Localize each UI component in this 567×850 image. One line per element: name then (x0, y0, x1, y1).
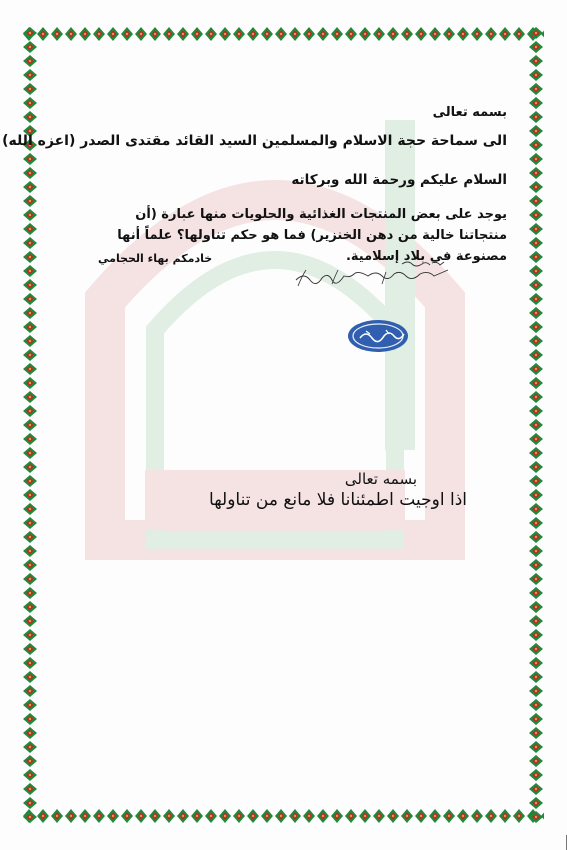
letter-salaam: السلام عليكم ورحمة الله وبركاته (291, 172, 507, 188)
decorative-border-bottom (22, 808, 544, 824)
decorative-border-right (528, 26, 544, 824)
letter-question: يوجد على بعض المنتجات الغذائية والحلويات منها عبارة (أن منتجاتنا خالية من دهن الخنزير) فما هو حكم تناولها؟ علماً أنها مصنوعة في بلاد إسلامية. (117, 207, 507, 264)
letter-addressee: الى سماحة حجة الاسلام والمسلمين السيد القائد مقتدى الصدر (اعزه الله) (2, 133, 507, 149)
official-seal-icon (346, 318, 410, 354)
letter-signer: خادمكم بهاء الحجامي (98, 252, 213, 265)
answer-title: بسمه تعالى (344, 470, 417, 488)
letter-greeting: بسمه تعالى (432, 105, 507, 120)
answer-body: اذا اوجيت اطمئنانا فلا مانع من تناولها (209, 490, 467, 510)
handwritten-reply (292, 258, 462, 288)
